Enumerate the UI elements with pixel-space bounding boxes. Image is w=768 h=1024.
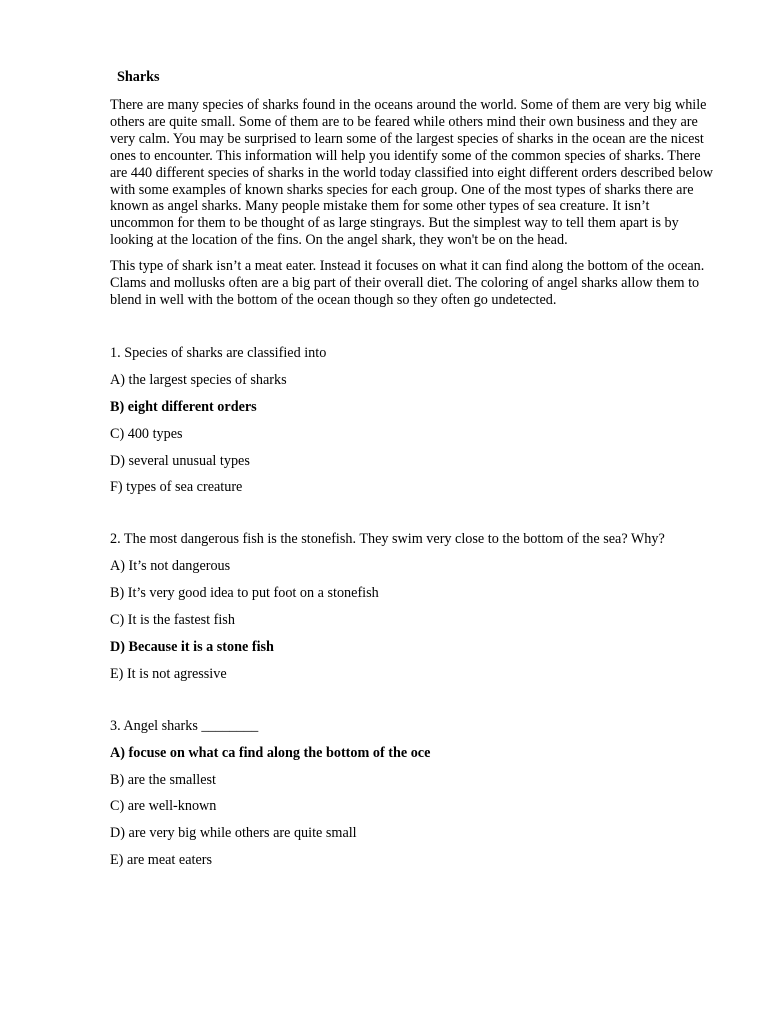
document-page bbox=[110, 68, 716, 879]
question-3-option-c: C) are well-known bbox=[110, 798, 217, 815]
question-3-option-b: B) are the smallest bbox=[110, 771, 216, 788]
question-3-option-d: D) are very big while others are quite small bbox=[110, 825, 357, 842]
question-2-option-d: D) Because it is a stone fish bbox=[110, 638, 274, 655]
question-1-option-d: D) several unusual types bbox=[110, 452, 250, 469]
question-3 bbox=[110, 718, 716, 869]
question-2-option-c: C) It is the fastest fish bbox=[110, 612, 235, 629]
question-1 bbox=[110, 345, 716, 496]
question-2-option-e: E) It is not agressive bbox=[110, 665, 227, 682]
question-2-text: 2. The most dangerous fish is the stonefish. They swim very close to the bottom of the sea? Why? bbox=[110, 531, 665, 548]
angel-shark-paragraph: This type of shark isn’t a meat eater. Instead it focuses on what it can find along the bottom of the ocean. Clams and mollusks often are a big part of their overall diet. The coloring of angel sharks allow them to blend in well with the bottom of the ocean though so they often go undetected. bbox=[110, 258, 705, 308]
question-3-option-a: A) focuse on what ca find along the bottom of the oce bbox=[110, 744, 431, 761]
question-2-option-b: B) It’s very good idea to put foot on a stonefish bbox=[110, 585, 379, 602]
question-2 bbox=[110, 531, 716, 682]
question-1-option-f: F) types of sea creature bbox=[110, 479, 243, 496]
question-3-text: 3. Angel sharks ________ bbox=[110, 717, 259, 734]
question-1-text: 1. Species of sharks are classified into bbox=[110, 344, 327, 361]
question-3-option-e: E) are meat eaters bbox=[110, 852, 213, 869]
question-1-option-a: A) the largest species of sharks bbox=[110, 371, 287, 388]
document-title: Sharks bbox=[117, 69, 160, 85]
question-1-option-b: B) eight different orders bbox=[110, 398, 257, 415]
intro-paragraph: There are many species of sharks found in the oceans around the world. Some of them are very big while others are quite small. Some of them are to be feared while others mind their own business and they are very calm. You may be surprised to learn some of the largest species of sharks in the ocean are the nicest ones to encounter. This information will help you identify some of the common species of sharks. There are 440 different species of sharks in the world today classified into eight different orders described below with some examples of known sharks species for each group. One of the most types of sharks there are known as angel sharks. Many people mistake them for some other types of sea creature. It isn’t uncommon for them to be thought of as large stingrays. But the simplest way to tell them apart is by looking at the location of the fins. On the angel shark, they won't be on the head. bbox=[110, 97, 714, 249]
question-1-option-c: C) 400 types bbox=[110, 425, 183, 442]
question-2-option-a: A) It’s not dangerous bbox=[110, 558, 231, 575]
